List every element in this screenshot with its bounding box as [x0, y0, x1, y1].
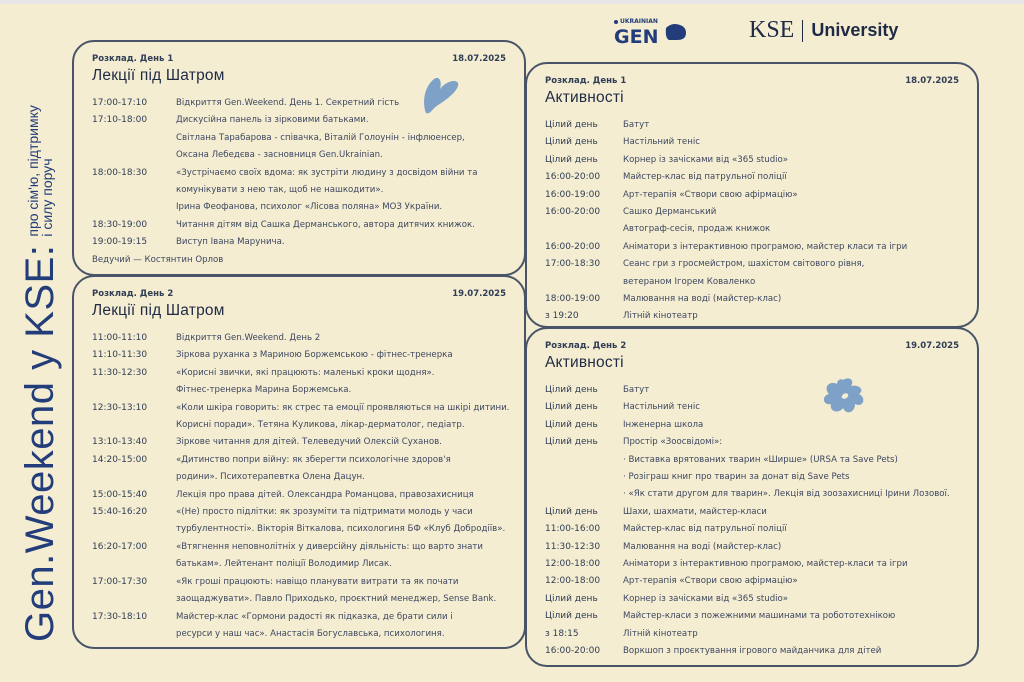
row-text: комунікувати з нею так, щоб не нашкодити».: [176, 185, 384, 196]
row-text: батькам». Лейтенант поліції Володимир Лисак.: [176, 559, 392, 570]
schedule-row: [545, 643, 959, 660]
row-text: Майстер-клас від патрульної поліції: [623, 524, 787, 535]
row-text: Корнер із зачісками від «365 studio»: [623, 154, 789, 165]
schedule-row: [545, 556, 959, 573]
row-time: [92, 182, 176, 199]
row-text: · Виставка врятованих тварин «Ширше» (URSA та Save Pets): [623, 454, 898, 465]
schedule-row: [92, 521, 506, 538]
schedule-list: [545, 382, 959, 661]
row-time: [92, 417, 176, 434]
row-text: Шахи, шахмати, майстер-класи: [623, 506, 767, 517]
row-time: 16:00-20:00: [545, 241, 601, 252]
row-time: 11:30-12:30: [92, 367, 148, 378]
row-text: Воркшоп з проєктування ігрового майданчика для дітей: [623, 646, 882, 657]
row-time: [545, 274, 623, 291]
schedule-row: [545, 256, 959, 273]
row-time: 15:00-15:40: [92, 489, 148, 500]
schedule-row: [92, 556, 506, 573]
row-text: Виступ Івана Марунича.: [176, 237, 285, 248]
panel-title: Активності: [545, 89, 624, 106]
event-title: [18, 32, 62, 642]
panel-date: 19.07.2025: [452, 289, 506, 299]
schedule-panel-day2-activities: [525, 327, 979, 667]
panel-title: Лекції під Шатром: [92, 302, 225, 319]
schedule-row: [545, 591, 959, 608]
row-time: 15:40-16:20: [92, 507, 148, 518]
row-text: ветераном Ігорем Коваленко: [623, 276, 756, 287]
row-text: Настільний теніс: [623, 137, 700, 148]
row-text: · Розіграш книг про тварин за донат від Save Pets: [623, 472, 850, 483]
schedule-list: [92, 95, 506, 252]
row-time: 16:20-17:00: [92, 541, 148, 552]
row-text: Зіркове читання для дітей. Телеведучий Олексій Суханов.: [176, 437, 442, 448]
row-text: Автограф-сесія, продаж книжок: [623, 224, 771, 235]
schedule-row: [545, 417, 959, 434]
row-text: «Дитинство попри війну: як зберегти психологічне здоров'я: [176, 454, 451, 465]
schedule-row: [92, 165, 506, 182]
row-text: Арт-терапія «Створи свою афірмацію»: [623, 189, 798, 200]
schedule-row: [92, 626, 506, 643]
schedule-panel-day2-lectures: [72, 275, 526, 649]
schedule-panel-day1-activities: [525, 62, 979, 328]
row-time: 16:00-19:00: [545, 189, 601, 200]
row-time: [92, 521, 176, 538]
row-text: Майстер-класи з пожежними машинами та робототехнікою: [623, 611, 896, 622]
schedule-row: [545, 539, 959, 556]
row-time: 18:00-19:00: [545, 294, 601, 305]
row-text: Сашко Дерманський: [623, 207, 717, 218]
panel-label: Розклад. День 2: [545, 341, 627, 351]
schedule-row: [545, 504, 959, 521]
row-text: Простір «Зоосвідомі»:: [623, 437, 723, 448]
top-strip: [0, 0, 1024, 4]
heart-shape-icon: [418, 73, 462, 115]
schedule-row: [545, 152, 959, 169]
schedule-row: [92, 574, 506, 591]
panel-title: Лекції під Шатром: [92, 67, 225, 84]
row-text: Інженерна школа: [623, 419, 704, 430]
row-time: 17:00-18:30: [545, 259, 601, 270]
row-time: [92, 591, 176, 608]
schedule-row: [92, 400, 510, 417]
row-time: 19:00-19:15: [92, 237, 148, 248]
panel-label: Розклад. День 1: [92, 54, 174, 64]
row-time: [92, 556, 176, 573]
row-time: Цілий день: [545, 437, 598, 448]
logo-gen-top-text: UKRAINIAN: [620, 18, 658, 25]
row-time: [545, 469, 623, 486]
row-time: Цілий день: [545, 120, 598, 130]
row-text: Фітнес-тренерка Марина Боржемська.: [176, 385, 352, 396]
schedule-row: [545, 308, 959, 325]
schedule-row: [545, 169, 959, 186]
row-text: Читання дітям від Сашка Дерманського, автора дитячих книжок.: [176, 219, 475, 230]
row-text: Арт-терапія «Створи свою афірмацію»: [623, 576, 798, 587]
schedule-row: [545, 382, 959, 399]
row-text: Дискусійна панель із зірковими батьками.: [176, 115, 369, 126]
row-text: «Корисні звички, які працюють: маленькі кроки щодня».: [176, 367, 435, 378]
row-text: турбулентності». Вікторія Віткалова, психологиня БФ «Клуб Добродіїв».: [176, 524, 506, 535]
schedule-list: [545, 117, 959, 326]
schedule-row: [545, 117, 959, 134]
logo-gen-main-text: GEN: [614, 26, 659, 48]
row-time: Цілий день: [545, 385, 598, 395]
schedule-row: [92, 199, 506, 216]
logo-divider: [802, 20, 803, 42]
schedule-row: [92, 234, 506, 251]
row-time: з 18:15: [545, 628, 579, 639]
row-text: Відкриття Gen.Weekend. День 2: [176, 333, 321, 343]
panel-date: 19.07.2025: [905, 341, 959, 351]
row-text: Літній кінотеатр: [623, 628, 698, 639]
schedule-row: [92, 182, 506, 199]
schedule-row: [92, 365, 506, 382]
row-time: [92, 199, 176, 216]
row-time: 13:10-13:40: [92, 437, 148, 448]
schedule-row: [92, 347, 506, 364]
row-time: 17:00-17:10: [92, 98, 148, 108]
schedule-row: [545, 274, 959, 291]
panel-label: Розклад. День 1: [545, 76, 627, 86]
row-text: Ірина Феофанова, психолог «Лісова поляна» МОЗ України.: [176, 202, 443, 213]
row-time: 16:00-20:00: [545, 172, 601, 183]
row-text: «Коли шкіра говорить: як стрес та емоції проявляються на шкірі дитини.: [176, 402, 510, 413]
schedule-row: [545, 434, 959, 451]
schedule-row: [92, 487, 506, 504]
host-credit: Ведучий — Костянтин Орлов: [92, 254, 224, 265]
row-time: 11:00-16:00: [545, 524, 601, 535]
schedule-row: [545, 573, 959, 590]
row-text: Літній кінотеатр: [623, 311, 698, 322]
schedule-row: [92, 504, 506, 521]
row-text: Аніматори з інтерактивною програмою, майстер-класи та ігри: [623, 559, 908, 570]
panel-title: Активності: [545, 354, 624, 371]
panel-label: Розклад. День 2: [92, 289, 174, 299]
schedule-row: [545, 521, 959, 538]
logo-kse-text: KSE: [749, 17, 795, 43]
schedule-row: [92, 147, 506, 164]
row-time: [92, 382, 176, 399]
row-text: Батут: [623, 120, 650, 130]
row-time: 12:00-18:00: [545, 559, 601, 570]
schedule-row: [92, 469, 506, 486]
row-time: 14:20-15:00: [92, 454, 148, 465]
row-time: 18:30-19:00: [92, 219, 148, 230]
row-time: [92, 147, 176, 164]
row-time: [92, 469, 176, 486]
row-time: 17:00-17:30: [92, 576, 148, 587]
row-text: Малювання на воді (майстер-клас): [623, 541, 782, 552]
row-time: Цілий день: [545, 506, 598, 517]
panel-date: 18.07.2025: [905, 76, 959, 86]
row-time: 17:30-18:10: [92, 611, 148, 622]
row-text: ресурси у наш час». Анастасія Богуславська, психологиня.: [176, 628, 445, 639]
schedule-row: [92, 434, 506, 451]
event-subtitle: про сім'ю, підтримку і силу поруч: [25, 105, 55, 237]
row-time: Цілий день: [545, 402, 598, 413]
row-text: Відкриття Gen.Weekend. День 1. Секретний гість: [176, 98, 400, 108]
schedule-row: [545, 221, 959, 238]
schedule-row: [545, 399, 959, 416]
row-time: 16:00-20:00: [545, 207, 601, 218]
ukrainian-gen-logo: [608, 12, 698, 48]
schedule-row: [545, 626, 959, 643]
row-time: Цілий день: [545, 419, 598, 430]
row-text: Малювання на воді (майстер-клас): [623, 294, 782, 305]
schedule-row: [545, 204, 959, 221]
row-text: Корнер із зачісками від «365 studio»: [623, 593, 789, 604]
row-text: Майстер-клас «Гормони радості як підказка, де брати сили і: [176, 611, 453, 622]
row-time: 12:00-18:00: [545, 576, 601, 587]
row-text: Настільний теніс: [623, 402, 700, 413]
row-text: · «Як стати другом для тварин». Лекція від зоозахисниці Ірини Лозової.: [623, 489, 950, 500]
row-time: 12:30-13:10: [92, 402, 148, 413]
schedule-row: [545, 239, 959, 256]
flower-shape-icon: [821, 376, 869, 416]
schedule-row: [545, 187, 959, 204]
row-time: 11:00-11:10: [92, 333, 148, 343]
row-text: «Втягнення неповнолітніх у диверсійну діяльність: що варто знати: [176, 541, 484, 552]
schedule-list: [92, 330, 510, 643]
row-text: заощаджувати». Павло Приходько, проєктний менеджер, Sense Bank.: [176, 594, 497, 605]
row-text: «Зустрічаємо своїх вдома: як зустріти людину з досвідом війни та: [176, 167, 478, 178]
row-text: Корисні поради». Тетяна Куликова, лікар-дерматолог, педіатр.: [176, 420, 465, 431]
schedule-row: [92, 130, 506, 147]
schedule-row: [545, 469, 959, 486]
row-text: Світлана Тарабарова - співачка, Віталій Голоунін - інфлюенсер,: [176, 132, 465, 143]
row-text: Сеанс гри з гросмейстром, шахістом світового рівня,: [623, 259, 865, 270]
row-text: Оксана Лебедєва - засновниця Gen.Ukrainian.: [176, 150, 383, 161]
schedule-row: [92, 452, 506, 469]
row-time: Цілий день: [545, 593, 598, 604]
row-text: Лекція про права дітей. Олександра Романцова, правозахисниця: [176, 489, 474, 500]
row-time: 18:00-18:30: [92, 167, 148, 178]
schedule-row: [545, 486, 959, 503]
row-time: 11:10-11:30: [92, 350, 148, 361]
schedule-row: [92, 591, 506, 608]
row-time: Цілий день: [545, 611, 598, 622]
kse-university-logo: [749, 17, 898, 44]
row-text: «(Не) просто підлітки: як зрозуміти та підтримати молодь у часи: [176, 507, 473, 518]
logo-university-text: University: [811, 20, 899, 40]
schedule-row: [92, 330, 506, 347]
row-time: 11:30-12:30: [545, 541, 601, 552]
schedule-row: [545, 291, 959, 308]
schedule-row: [92, 417, 506, 434]
row-text: родини». Психотерапевтка Олена Дацун.: [176, 472, 365, 483]
row-time: Цілий день: [545, 137, 598, 148]
row-text: Батут: [623, 385, 650, 395]
row-time: [92, 626, 176, 643]
schedule-row: [92, 539, 506, 556]
schedule-row: [545, 608, 959, 625]
schedule-row: [92, 217, 506, 234]
row-text: «Як гроші працюють: навіщо планувати витрати та як почати: [176, 576, 459, 587]
row-time: 17:10-18:00: [92, 115, 148, 126]
row-time: 16:00-20:00: [545, 646, 601, 657]
panel-date: 18.07.2025: [452, 54, 506, 64]
row-time: [545, 221, 623, 238]
row-time: [92, 130, 176, 147]
event-title-main: Gen.Weekend у KSE:: [18, 244, 62, 642]
row-text: Зіркова руханка з Мариною Боржемською - фітнес-тренерка: [176, 350, 453, 361]
row-time: Цілий день: [545, 154, 598, 165]
row-text: Майстер-клас від патрульної поліції: [623, 172, 787, 183]
schedule-row: [92, 382, 506, 399]
schedule-row: [92, 112, 506, 129]
row-time: [545, 486, 623, 503]
schedule-row: [545, 452, 959, 469]
row-time: з 19:20: [545, 311, 579, 322]
row-time: [545, 452, 623, 469]
schedule-row: [545, 134, 959, 151]
schedule-row: [92, 609, 506, 626]
row-text: Аніматори з інтерактивною програмою, майстер класи та ігри: [623, 241, 908, 252]
